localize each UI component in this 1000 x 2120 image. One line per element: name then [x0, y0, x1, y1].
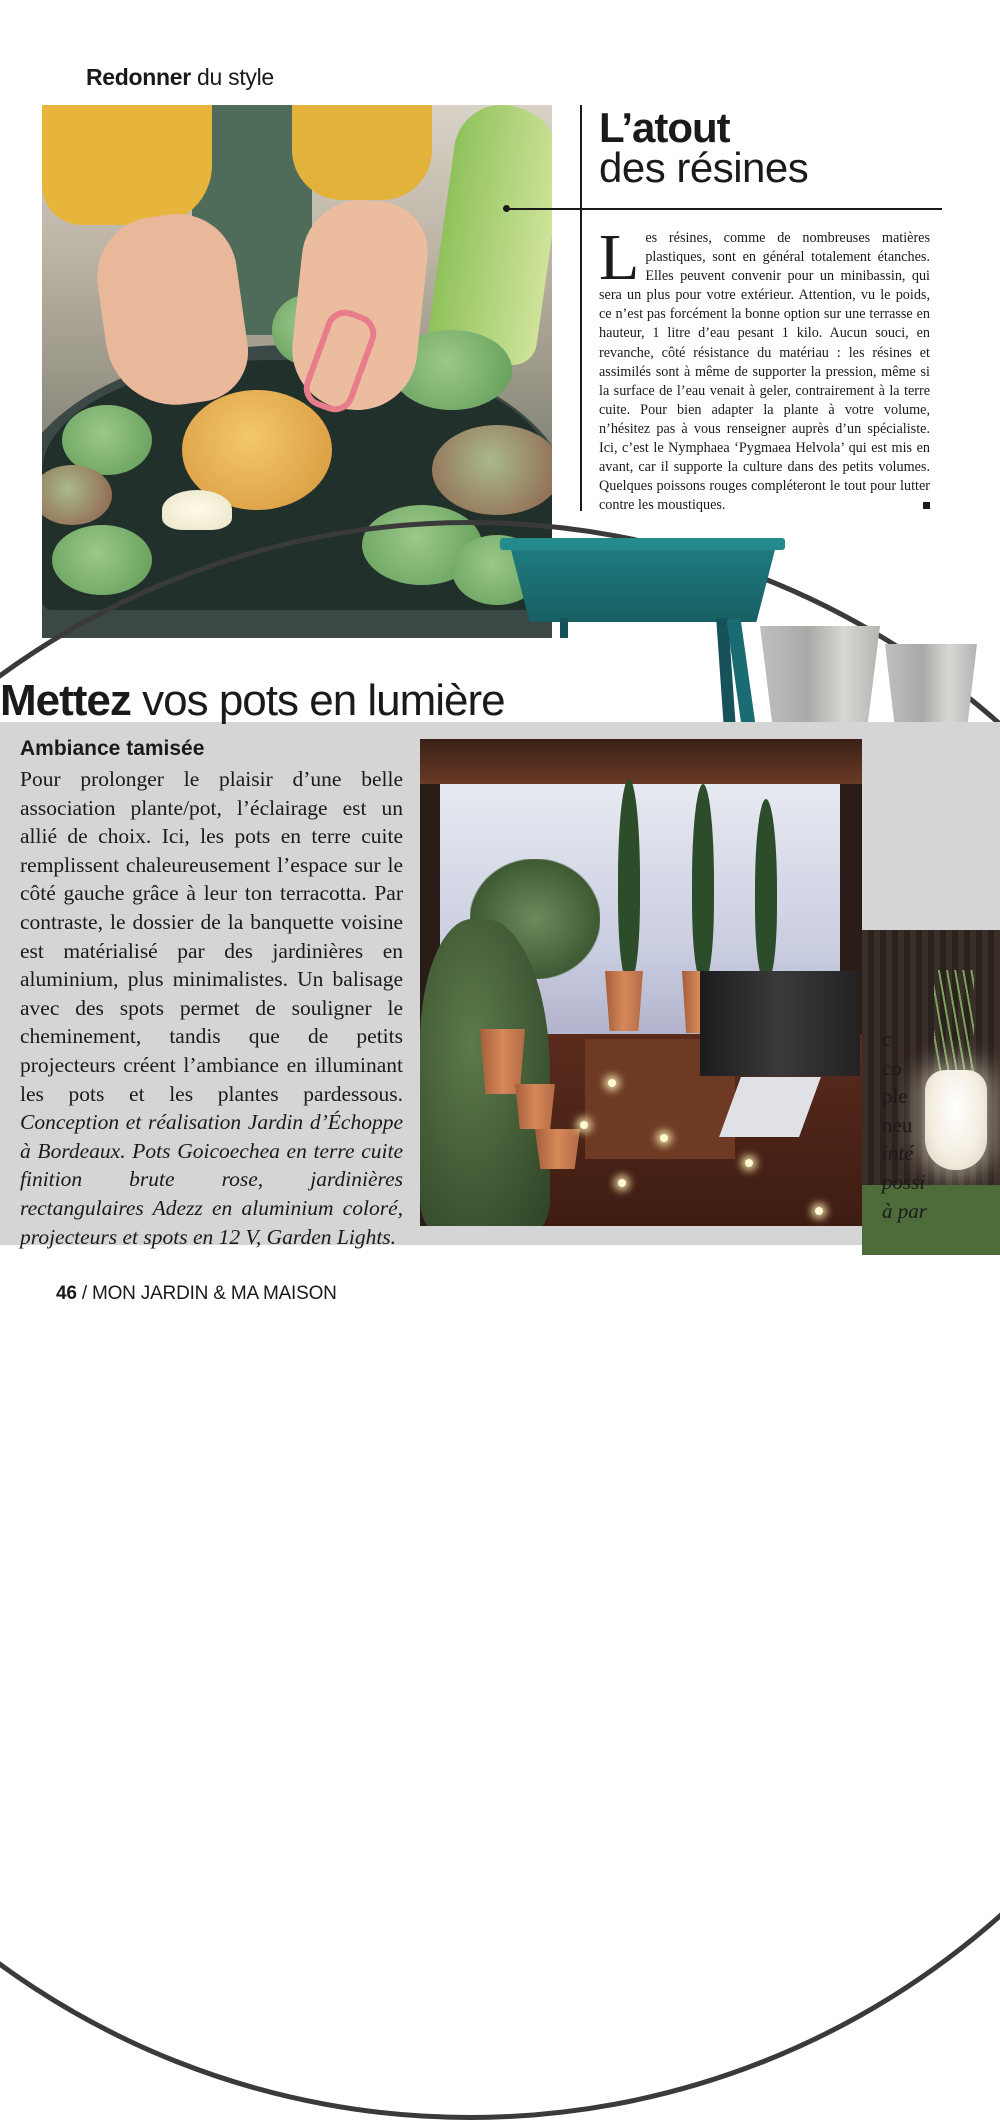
header-rest: du style	[190, 64, 274, 90]
divider-dot	[503, 205, 510, 212]
cropped-line: inté	[882, 1141, 914, 1166]
resines-title-bold: L’atout	[599, 104, 730, 151]
dropcap: L	[599, 221, 640, 294]
cropped-line: co	[882, 1055, 902, 1080]
lit-terrace-photo	[420, 739, 862, 1226]
resines-title-rest: des résines	[599, 144, 809, 191]
cropped-column-text	[882, 1025, 927, 1225]
page-footer	[56, 1283, 337, 1305]
divider-vertical	[580, 105, 582, 511]
section-header	[86, 64, 274, 91]
header-bold: Redonner	[86, 64, 191, 90]
resines-body-text: es résines, comme de nombreuses matières plastiques, sont en général totalement étanches. Elles peuvent convenir pour un minibassin, qui sera un plus pour votre extérieur. Attention, vu le poids, ce n’est pas forcément la bonne option sur une terrasse en hauteur, 1 litre d’eau pesant 1 kilo. Aucun souci, en revanche, côté résistance du matériau : les résines et assimilés sont à même de supporter la pression, même si la surface de l’eau venait à geler, contrairement à la terre cuite. Pour bien adapter la plante à votre volume, n’hésitez pas à vous renseigner auprès d’un spécialiste. Ici, c’est le Nymphaea ‘Pygmaea Helvola’ qui est mis en avant, car il supporte la culture dans des petits volumes. Quelques poissons rouges compléteront le tout pour lutter contre les moustiques.	[599, 230, 930, 514]
mettez-title	[0, 676, 505, 726]
cropped-line: c	[882, 1027, 892, 1051]
mettez-credit: Conception et réalisation Jardin d’Échoppe à Bordeaux. Pots Goicoechea en terre cuite finition brute rose, jardinières rectangulaires Adezz en aluminium coloré, projecteurs et spots en 12 V, Garden Lights.	[20, 1110, 403, 1249]
resines-body	[599, 221, 930, 515]
mettez-subtitle: Ambiance tamisée	[20, 737, 205, 760]
end-mark	[923, 502, 930, 509]
cropped-line: ple	[882, 1084, 908, 1109]
cropped-line: à par	[882, 1198, 927, 1223]
divider-horizontal	[506, 208, 942, 210]
mettez-body	[20, 765, 403, 1251]
mettez-title-rest: vos pots en lumière	[130, 676, 505, 725]
mettez-body-text: Pour prolonger le plaisir d’une belle association plante/pot, l’éclairage est un allié de choix. Ici, les pots en terre cuite remplissent chaleureusement l’espace sur le côté gauche grâce à leur ton terracotta. Par contraste, le dossier de la banquette voisine est matérialisé par des jardinières en aluminium, plus minimalistes. Un balisage avec des spots permet de souligner le cheminement, tandis que de petits projecteurs créent l’ambiance en illuminant les pots et les plantes pardessous.	[20, 767, 403, 1106]
cropped-line: neu	[882, 1112, 913, 1137]
cropped-line: possi	[882, 1169, 926, 1194]
mettez-title-bold: Mettez	[0, 676, 131, 725]
magazine-name: / MON JARDIN & MA MAISON	[76, 1283, 337, 1304]
page-number: 46	[56, 1283, 77, 1304]
